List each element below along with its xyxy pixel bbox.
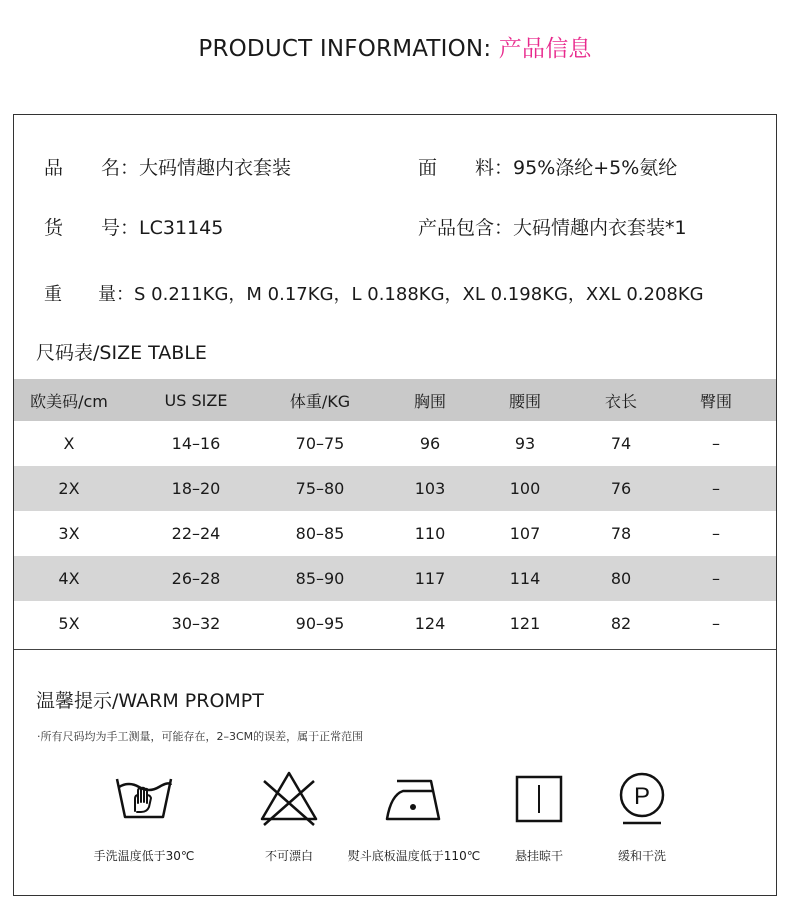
info-sku <box>44 213 223 240</box>
table-cell: 90–95 <box>295 614 345 633</box>
table-cell: – <box>712 434 720 453</box>
table-cell: 3X <box>58 524 80 543</box>
header-cell: 腰围 <box>508 391 541 411</box>
hang-dry-icon <box>504 767 574 827</box>
table-cell: 107 <box>509 524 541 543</box>
table-cell: 80–85 <box>295 524 345 543</box>
page-title-en: PRODUCT INFORMATION: <box>198 36 499 62</box>
care-dry-clean <box>567 767 717 867</box>
info-name-label: 品 名： <box>44 157 140 179</box>
table-cell: 26–28 <box>171 569 221 588</box>
section-divider <box>14 649 776 650</box>
info-weight <box>44 280 704 306</box>
info-package <box>418 213 687 240</box>
info-weight-label: 重 量： <box>44 284 134 305</box>
table-cell: 18–20 <box>171 479 221 498</box>
info-name <box>44 153 291 180</box>
table-row <box>14 556 776 601</box>
care-label: 熨斗底板温度低于110℃ <box>347 849 481 863</box>
care-label: 手洗温度低于30℃ <box>93 849 195 863</box>
info-fabric-label: 面 料： <box>418 157 514 179</box>
table-cell: 78 <box>610 524 632 543</box>
care-hand-wash <box>69 767 219 867</box>
table-cell: 70–75 <box>295 434 345 453</box>
table-cell: 30–32 <box>171 614 221 633</box>
no-bleach-icon <box>254 767 324 827</box>
info-sku-value: LC31145 <box>139 217 224 239</box>
header-cell: 胸围 <box>413 391 446 411</box>
table-cell: 75–80 <box>295 479 345 498</box>
size-table-header <box>14 379 776 421</box>
dry-clean-icon <box>607 767 677 827</box>
table-cell: – <box>712 614 720 633</box>
info-package-label: 产品包含： <box>418 217 514 239</box>
table-cell: 117 <box>414 569 446 588</box>
svg-text:P: P <box>633 783 651 810</box>
table-cell: 96 <box>419 434 441 453</box>
table-cell: 5X <box>58 614 80 633</box>
table-cell: 82 <box>610 614 632 633</box>
table-cell: X <box>63 434 75 453</box>
info-weight-value: S 0.211KG，M 0.17KG，L 0.188KG，XL 0.198KG，XXL 0.208KG <box>134 284 704 305</box>
table-cell: 74 <box>610 434 632 453</box>
page-title-cn: 产品信息 <box>498 36 592 62</box>
table-row <box>14 511 776 556</box>
table-cell: 2X <box>58 479 80 498</box>
table-cell: – <box>712 479 720 498</box>
header-cell: US SIZE <box>164 390 228 410</box>
table-cell: 85–90 <box>295 569 345 588</box>
table-cell: 4X <box>58 569 80 588</box>
info-fabric-value: 95%涤纶+5%氨纶 <box>513 157 678 179</box>
table-cell: 100 <box>509 479 541 498</box>
care-label: 不可漂白 <box>264 849 313 863</box>
warm-prompt-title: 温馨提示/WARM PROMPT <box>36 690 264 712</box>
table-cell: 14–16 <box>171 434 221 453</box>
table-cell: 76 <box>610 479 632 498</box>
care-label: 悬挂晾干 <box>514 849 563 863</box>
table-cell: 121 <box>509 614 541 633</box>
table-cell: – <box>712 524 720 543</box>
table-cell: 93 <box>514 434 536 453</box>
table-cell: 22–24 <box>171 524 221 543</box>
info-name-value: 大码情趣内衣套装 <box>139 157 292 179</box>
header-cell: 体重/KG <box>289 391 351 411</box>
page-title <box>0 30 790 63</box>
hand-wash-icon <box>109 767 179 827</box>
care-label: 缓和干洗 <box>617 849 666 863</box>
product-info-frame <box>13 114 777 896</box>
header-cell: 衣长 <box>604 391 637 411</box>
table-cell: – <box>712 569 720 588</box>
table-cell: 80 <box>610 569 632 588</box>
table-row <box>14 466 776 511</box>
info-fabric <box>418 153 677 180</box>
header-cell: 欧美码/cm <box>30 391 108 411</box>
table-cell: 114 <box>509 569 541 588</box>
info-sku-label: 货 号： <box>44 217 140 239</box>
iron-icon <box>379 767 449 827</box>
measurement-note: ·所有尺码均为手工测量，可能存在，2–3CM的误差，属于正常范围 <box>37 730 364 743</box>
table-cell: 110 <box>414 524 446 543</box>
table-cell: 124 <box>414 614 446 633</box>
table-row <box>14 421 776 466</box>
info-package-value: 大码情趣内衣套装*1 <box>513 217 687 239</box>
header-cell: 臀围 <box>699 391 732 411</box>
table-row <box>14 601 776 646</box>
table-cell: 103 <box>414 479 446 498</box>
size-table-title: 尺码表/SIZE TABLE <box>36 342 207 364</box>
